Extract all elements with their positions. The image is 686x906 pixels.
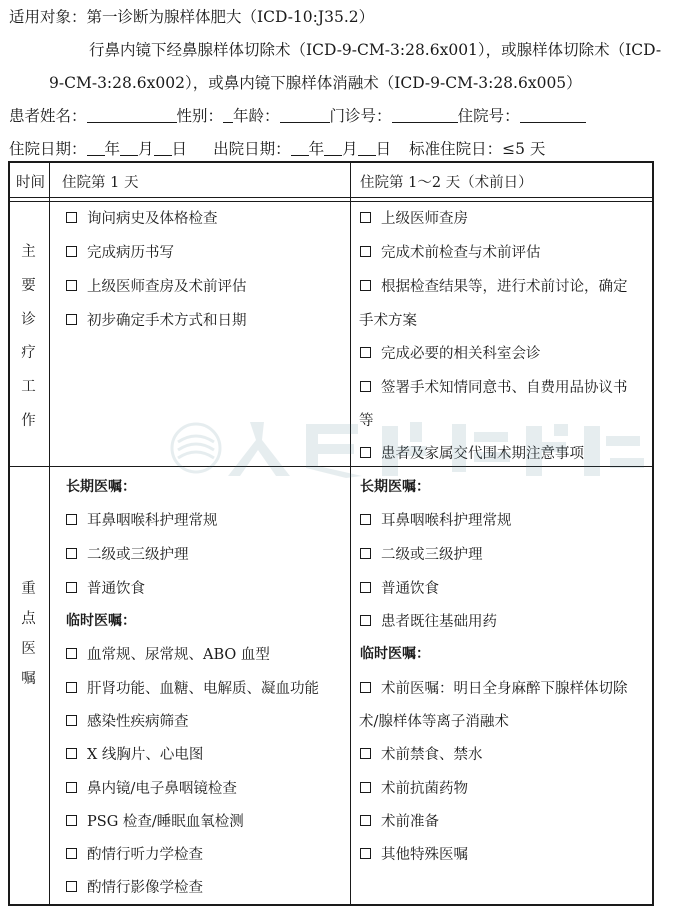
section1-char: 工 — [21, 379, 36, 396]
checklist-item[interactable] — [360, 543, 483, 564]
checklist-item-text: 耳鼻咽喉科护理常规 — [87, 513, 218, 529]
checkbox-icon[interactable] — [360, 246, 371, 257]
checklist-item[interactable] — [360, 509, 512, 530]
column-header-day1: 住院第 1 天 — [62, 175, 139, 191]
section-label-main-work — [8, 240, 49, 443]
checkbox-icon[interactable] — [66, 648, 77, 659]
admit-day-unit: 日 — [171, 140, 188, 158]
section-label-key-orders — [8, 577, 49, 697]
checklist-item[interactable] — [66, 843, 203, 864]
checklist-item[interactable] — [360, 442, 584, 463]
checklist-item[interactable] — [360, 743, 483, 764]
admit-month-unit: 月 — [138, 140, 154, 158]
clinic-number-field[interactable] — [392, 107, 458, 123]
discharge-day-field[interactable] — [358, 140, 376, 156]
checklist-item[interactable] — [66, 743, 203, 764]
checkbox-icon[interactable] — [66, 314, 77, 325]
checklist-item[interactable] — [66, 643, 270, 664]
checklist-item[interactable] — [360, 376, 628, 397]
checklist-item-continued — [359, 309, 417, 330]
checklist-item-text: 普通饮食 — [87, 581, 145, 597]
checklist-item-text: 完成病历书写 — [87, 245, 174, 261]
checklist-item[interactable] — [66, 543, 189, 564]
gender-label: 性别： — [176, 107, 224, 125]
checklist-item-text: 患者既往基础用药 — [381, 614, 497, 630]
checklist-item-text: X 线胸片、心电图 — [87, 747, 204, 763]
checklist-item-text: 术前医嘱：明日全身麻醉下腺样体切除 — [381, 681, 628, 697]
checkbox-icon[interactable] — [66, 715, 77, 726]
checklist-item-text: 询问病史及体格检查 — [87, 211, 218, 227]
inpatient-number-field[interactable] — [520, 107, 586, 123]
checkbox-icon[interactable] — [360, 748, 371, 759]
checklist-item[interactable] — [66, 777, 237, 798]
discharge-date-label: 出院日期： — [213, 140, 291, 158]
checklist-item-text: 手术方案 — [359, 313, 417, 329]
checkbox-icon[interactable] — [66, 782, 77, 793]
checklist-item[interactable] — [66, 677, 319, 698]
checkbox-icon[interactable] — [360, 815, 371, 826]
checklist-item[interactable] — [66, 876, 203, 897]
checklist-item[interactable] — [66, 275, 247, 296]
checklist-item-text: 二级或三级护理 — [87, 547, 189, 563]
checklist-item[interactable] — [66, 509, 218, 530]
checklist-item-text: 普通饮食 — [381, 581, 439, 597]
checklist-item-text: 感染性疾病筛查 — [87, 714, 189, 730]
checklist-item[interactable] — [66, 810, 244, 831]
gender-field[interactable] — [223, 107, 233, 123]
checklist-item[interactable] — [66, 309, 247, 330]
checkbox-icon[interactable] — [66, 748, 77, 759]
checkbox-icon[interactable] — [66, 848, 77, 859]
checklist-item-text: 其他特殊医嘱 — [381, 847, 468, 863]
checklist-item[interactable] — [360, 207, 468, 228]
checkbox-icon[interactable] — [360, 848, 371, 859]
checklist-item-text: 血常规、尿常规、ABO 血型 — [87, 647, 270, 663]
checklist-item-text: 酌情行听力学检查 — [87, 847, 203, 863]
column-header-time: 时间 — [16, 175, 45, 191]
checklist-item-text: 二级或三级护理 — [381, 547, 483, 563]
checklist-item-text: 术/腺样体等离子消融术 — [359, 714, 509, 730]
section1-char: 疗 — [21, 345, 36, 362]
checklist-item-text: 术前禁食、禁水 — [381, 747, 483, 763]
checklist-item[interactable] — [360, 275, 628, 296]
section1-char: 主 — [21, 244, 36, 260]
standard-stay: 标准住院日：≤5 天 — [409, 140, 546, 158]
checkbox-icon[interactable] — [360, 381, 371, 392]
admit-month-field[interactable] — [120, 140, 138, 156]
checklist-item-text: 签署手术知情同意书、自费用品协议书 — [381, 380, 628, 396]
checkbox-icon[interactable] — [66, 548, 77, 559]
checklist-item[interactable] — [66, 207, 218, 228]
checklist-item-text: 术前抗菌药物 — [381, 781, 468, 797]
checklist-item[interactable] — [66, 710, 189, 731]
discharge-month-unit: 月 — [342, 140, 358, 158]
checkbox-icon[interactable] — [66, 514, 77, 525]
admit-year-unit: 年 — [104, 140, 121, 158]
checklist-item-text: 上级医师查房 — [381, 211, 468, 227]
checklist-item-text: 鼻内镜/电子鼻咽镜检查 — [87, 781, 237, 797]
checklist-item[interactable] — [360, 342, 541, 363]
temporary-orders-heading: 临时医嘱： — [360, 646, 430, 662]
checkbox-icon[interactable] — [360, 582, 371, 593]
dates-line — [9, 137, 545, 159]
checklist-item-text: PSG 检查/睡眠血氧检测 — [87, 814, 244, 830]
checklist-item[interactable] — [360, 610, 497, 631]
admit-day-field[interactable] — [154, 140, 172, 156]
section2-char: 医 — [21, 641, 36, 657]
checkbox-icon[interactable] — [66, 881, 77, 892]
table-header-divider-inner — [8, 201, 654, 202]
patient-name-label: 患者姓名： — [9, 107, 87, 125]
checklist-item[interactable] — [360, 843, 468, 864]
checkbox-icon[interactable] — [360, 514, 371, 525]
section2-char: 嘱 — [21, 671, 36, 687]
long-term-orders-heading: 长期医嘱： — [360, 479, 430, 495]
checkbox-icon[interactable] — [360, 347, 371, 358]
table-section-divider — [8, 466, 654, 467]
section1-char: 作 — [21, 412, 36, 429]
applicable-object: 适用对象：第一诊断为腺样体肥大（ICD-10:J35.2） — [9, 8, 375, 26]
patient-info-line — [9, 104, 586, 126]
checkbox-icon[interactable] — [360, 682, 371, 693]
patient-name-field[interactable] — [87, 107, 177, 123]
discharge-year-field[interactable] — [291, 140, 309, 156]
age-label: 年龄： — [233, 107, 280, 125]
section1-char: 要 — [21, 277, 36, 294]
admission-date-label: 住院日期： — [9, 140, 87, 158]
checkbox-icon[interactable] — [66, 212, 77, 223]
checkbox-icon[interactable] — [360, 447, 371, 458]
discharge-year-unit: 年 — [308, 140, 325, 158]
checkbox-icon[interactable] — [66, 815, 77, 826]
checkbox-icon[interactable] — [360, 615, 371, 626]
temporary-orders-heading: 临时医嘱： — [66, 613, 136, 629]
checklist-item-text: 上级医师查房及术前评估 — [87, 279, 247, 295]
section2-char: 重 — [21, 581, 36, 597]
checklist-item[interactable] — [360, 810, 439, 831]
admit-year-field[interactable] — [87, 140, 105, 156]
clinic-number-label: 门诊号： — [329, 107, 392, 125]
column-header-day2: 住院第 1～2 天（术前日） — [360, 175, 533, 191]
checklist-item[interactable] — [360, 777, 468, 798]
table-divider-days — [350, 161, 351, 906]
checkbox-icon[interactable] — [66, 582, 77, 593]
checklist-item-text: 酌情行影像学检查 — [87, 880, 203, 896]
checklist-item-text: 初步确定手术方式和日期 — [87, 313, 247, 329]
discharge-day-unit: 日 — [375, 140, 392, 158]
checklist-item[interactable] — [66, 241, 174, 262]
checklist-item-text: 等 — [359, 413, 374, 429]
age-field[interactable] — [280, 107, 330, 123]
checkbox-icon[interactable] — [66, 682, 77, 693]
checkbox-icon[interactable] — [360, 280, 371, 291]
checklist-item[interactable] — [360, 241, 541, 262]
checklist-item-text: 术前准备 — [381, 814, 439, 830]
checklist-item-text: 完成术前检查与术前评估 — [381, 245, 541, 261]
table-header-divider — [8, 197, 654, 198]
checklist-item-text: 耳鼻咽喉科护理常规 — [381, 513, 512, 529]
checkbox-icon[interactable] — [360, 212, 371, 223]
discharge-month-field[interactable] — [324, 140, 342, 156]
checklist-item-text: 肝肾功能、血糖、电解质、凝血功能 — [87, 681, 319, 697]
checklist-item-continued — [359, 409, 374, 430]
section1-char: 诊 — [21, 311, 36, 328]
checklist-item[interactable] — [360, 577, 439, 598]
inpatient-number-label: 住院号： — [457, 107, 520, 125]
checklist-item-continued — [359, 710, 509, 731]
checkbox-icon[interactable] — [360, 782, 371, 793]
checkbox-icon[interactable] — [66, 246, 77, 257]
checklist-item-text: 完成必要的相关科室会诊 — [381, 346, 541, 362]
procedure-line-1: 行鼻内镜下经鼻腺样体切除术（ICD-9-CM-3:28.6x001），或腺样体切除术（ICD- — [89, 41, 662, 59]
checklist-item[interactable] — [360, 677, 628, 698]
procedure-line-2: 9-CM-3:28.6x002），或鼻内镜下腺样体消融术（ICD-9-CM-3:28.6x005） — [49, 74, 582, 92]
checkbox-icon[interactable] — [360, 548, 371, 559]
checklist-item-text: 根据检查结果等，进行术前讨论，确定 — [381, 279, 628, 295]
checklist-item[interactable] — [66, 577, 145, 598]
table-divider-time — [49, 161, 50, 906]
checklist-item-text: 患者及家属交代围术期注意事项 — [381, 446, 584, 462]
section2-char: 点 — [21, 611, 36, 627]
long-term-orders-heading: 长期医嘱： — [66, 479, 136, 495]
checkbox-icon[interactable] — [66, 280, 77, 291]
